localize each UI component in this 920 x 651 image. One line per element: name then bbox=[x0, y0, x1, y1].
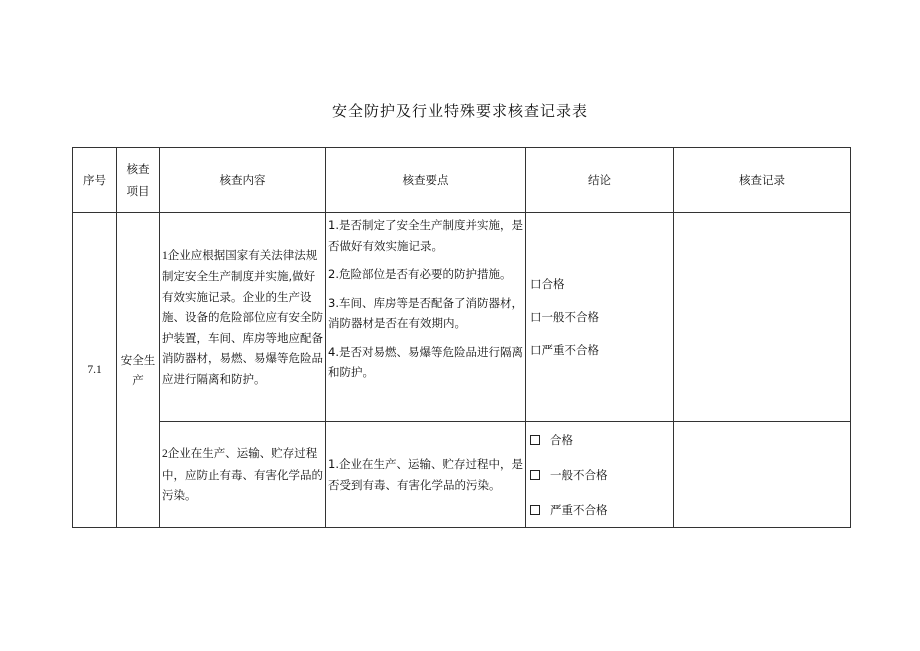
checkbox-icon[interactable] bbox=[530, 435, 540, 445]
row2-conclusion bbox=[526, 422, 674, 528]
row2-option-major-fail-label: 严重不合格 bbox=[550, 502, 608, 517]
header-conclusion: 结论 bbox=[526, 148, 674, 213]
row2-option-minor-fail-label: 一般不合格 bbox=[550, 467, 608, 482]
row1-conclusion bbox=[526, 213, 674, 422]
row2-option-minor-fail[interactable] bbox=[530, 457, 669, 492]
row2-record[interactable] bbox=[674, 422, 851, 528]
inspection-table bbox=[72, 147, 851, 528]
row1-point-4: 4.是否对易燃、易爆等危险品进行隔离和防护。 bbox=[328, 344, 523, 379]
section-category-line1: 安全生 bbox=[120, 353, 156, 367]
row2-option-major-fail[interactable] bbox=[530, 492, 669, 527]
page-title: 安全防护及行业特殊要求核查记录表 bbox=[331, 102, 588, 120]
row2-content-num: 2 bbox=[162, 448, 168, 461]
section-category bbox=[117, 213, 160, 528]
row2-points bbox=[326, 422, 526, 528]
row2-option-pass[interactable] bbox=[530, 422, 669, 457]
row2-content-text: 企业在生产、运输、贮存过程中，应防止有毒、有害化学品的污染。 bbox=[162, 446, 323, 503]
checkbox-icon[interactable] bbox=[530, 505, 540, 515]
row2-point-1: 1.企业在生产、运输、贮存过程中，是否受到有毒、有害化学品的污染。 bbox=[328, 457, 523, 492]
section-seq: 7.1 bbox=[73, 213, 117, 528]
header-points: 核查要点 bbox=[326, 148, 526, 213]
row1-content-num: 1 bbox=[162, 249, 168, 262]
row1-option-pass[interactable]: 口合格 bbox=[530, 277, 565, 291]
row1-points bbox=[326, 213, 526, 422]
row1-point-1: 1.是否制定了安全生产制度并实施，是否做好有效实施记录。 bbox=[328, 218, 523, 253]
row1-point-2: 2.危险部位是否有必要的防护措施。 bbox=[328, 267, 512, 281]
checkbox-icon[interactable] bbox=[530, 470, 540, 480]
header-item-line2: 项目 bbox=[126, 184, 150, 198]
header-content: 核查内容 bbox=[160, 148, 326, 213]
header-item bbox=[117, 148, 160, 213]
table-row bbox=[73, 422, 851, 528]
row1-point-3: 3.车间、库房等是否配备了消防器材，消防器材是否在有效期内。 bbox=[328, 295, 523, 330]
header-record: 核查记录 bbox=[674, 148, 851, 213]
header-item-line1: 核查 bbox=[126, 162, 150, 176]
row2-content bbox=[160, 422, 326, 528]
section-category-line2: 产 bbox=[132, 373, 144, 387]
table-row bbox=[73, 213, 851, 422]
row1-option-major-fail[interactable]: 口严重不合格 bbox=[530, 343, 599, 357]
row1-record[interactable] bbox=[674, 213, 851, 422]
row1-content-text: 企业应根据国家有关法律法规制定安全生产制度并实施,做好有效实施记录。企业的生产设施、设备的危险部位应有安全防护装置，车间、库房等地应配备消防器材，易燃、易爆等危险品应进行隔离和防护。 bbox=[162, 247, 323, 386]
row2-option-pass-label: 合格 bbox=[550, 432, 573, 447]
table-header-row bbox=[73, 148, 851, 213]
header-seq: 序号 bbox=[73, 148, 117, 213]
row1-option-minor-fail[interactable]: 口一般不合格 bbox=[530, 310, 599, 324]
row1-content bbox=[160, 213, 326, 422]
